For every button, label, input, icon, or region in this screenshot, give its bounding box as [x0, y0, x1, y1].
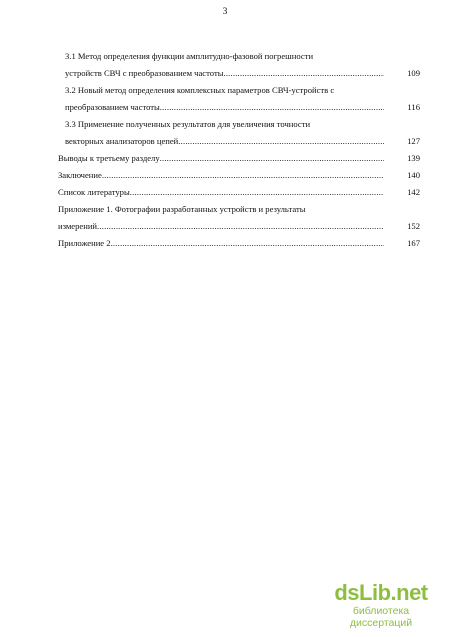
- toc-entry-line: [65, 99, 420, 116]
- toc-entry-title: Список литературы: [58, 187, 130, 197]
- toc-entry: [58, 116, 420, 150]
- toc-leader-dots: [102, 167, 384, 184]
- toc-entry-title: преобразованием частоты: [65, 102, 160, 112]
- toc-entry-line: [58, 235, 420, 252]
- toc-page-number: 152: [407, 221, 420, 231]
- toc-entry-title: Выводы к третьему разделу: [58, 153, 160, 163]
- toc-leader-dots: [130, 184, 384, 201]
- toc-leader-dots: [97, 218, 384, 235]
- toc-entry-line: [58, 184, 420, 201]
- toc-entry-line: [58, 201, 420, 218]
- toc-entry: [58, 184, 420, 201]
- toc-entry-line: [58, 218, 420, 235]
- toc-page-number: 167: [407, 238, 420, 248]
- watermark-subtitle: библиотека диссертаций: [349, 605, 413, 629]
- toc-entry-line: [58, 150, 420, 167]
- toc-leader-dots: [178, 133, 384, 150]
- toc-entry: [58, 48, 420, 82]
- toc-page-number: 109: [407, 68, 420, 78]
- toc-leader-dots: [111, 235, 384, 252]
- toc-entry-line: [65, 82, 420, 99]
- toc-entry: [58, 201, 420, 235]
- toc-entry-title: 3.1 Метод определения функции амплитудно-фазовой погрешности: [65, 51, 314, 61]
- dslib-watermark: [326, 581, 436, 629]
- toc-entry-title: измерений: [58, 221, 98, 231]
- toc-entry-line: [65, 48, 420, 65]
- toc-entry: [58, 82, 420, 116]
- toc-entry: [58, 167, 420, 184]
- toc-entry-line: [58, 167, 420, 184]
- toc-page-number: 139: [407, 153, 420, 163]
- toc-entry-title: Заключение: [58, 170, 102, 180]
- toc-entry-line: [65, 133, 420, 150]
- toc-page-number: 140: [407, 170, 420, 180]
- toc-entry: [58, 235, 420, 252]
- toc-entry-title: векторных анализаторов цепей: [65, 136, 179, 146]
- toc-entry-line: [65, 116, 420, 133]
- toc-entry-title: 3.3 Применение полученных результатов для увеличения точности: [65, 119, 311, 129]
- watermark-logo: dsLib.net: [334, 580, 428, 605]
- toc-entry-title: Приложение 1. Фотографии разработанных устройств и результаты: [58, 204, 306, 214]
- toc-page-number: 142: [407, 187, 420, 197]
- toc-entry-title: Приложение 2: [58, 238, 111, 248]
- toc-entry: [58, 150, 420, 167]
- toc-entry-line: [65, 65, 420, 82]
- toc-page-number: 127: [407, 136, 420, 146]
- toc-entry-title: 3.2 Новый метод определения комплексных параметров СВЧ-устройств с: [65, 85, 335, 95]
- toc-page-number: 116: [407, 102, 420, 112]
- page-number: 3: [222, 7, 228, 17]
- toc-leader-dots: [223, 65, 384, 82]
- toc-leader-dots: [160, 99, 384, 116]
- toc-leader-dots: [160, 150, 384, 167]
- table-of-contents: [58, 48, 420, 252]
- toc-entry-title: устройств СВЧ с преобразованием частоты: [65, 68, 224, 78]
